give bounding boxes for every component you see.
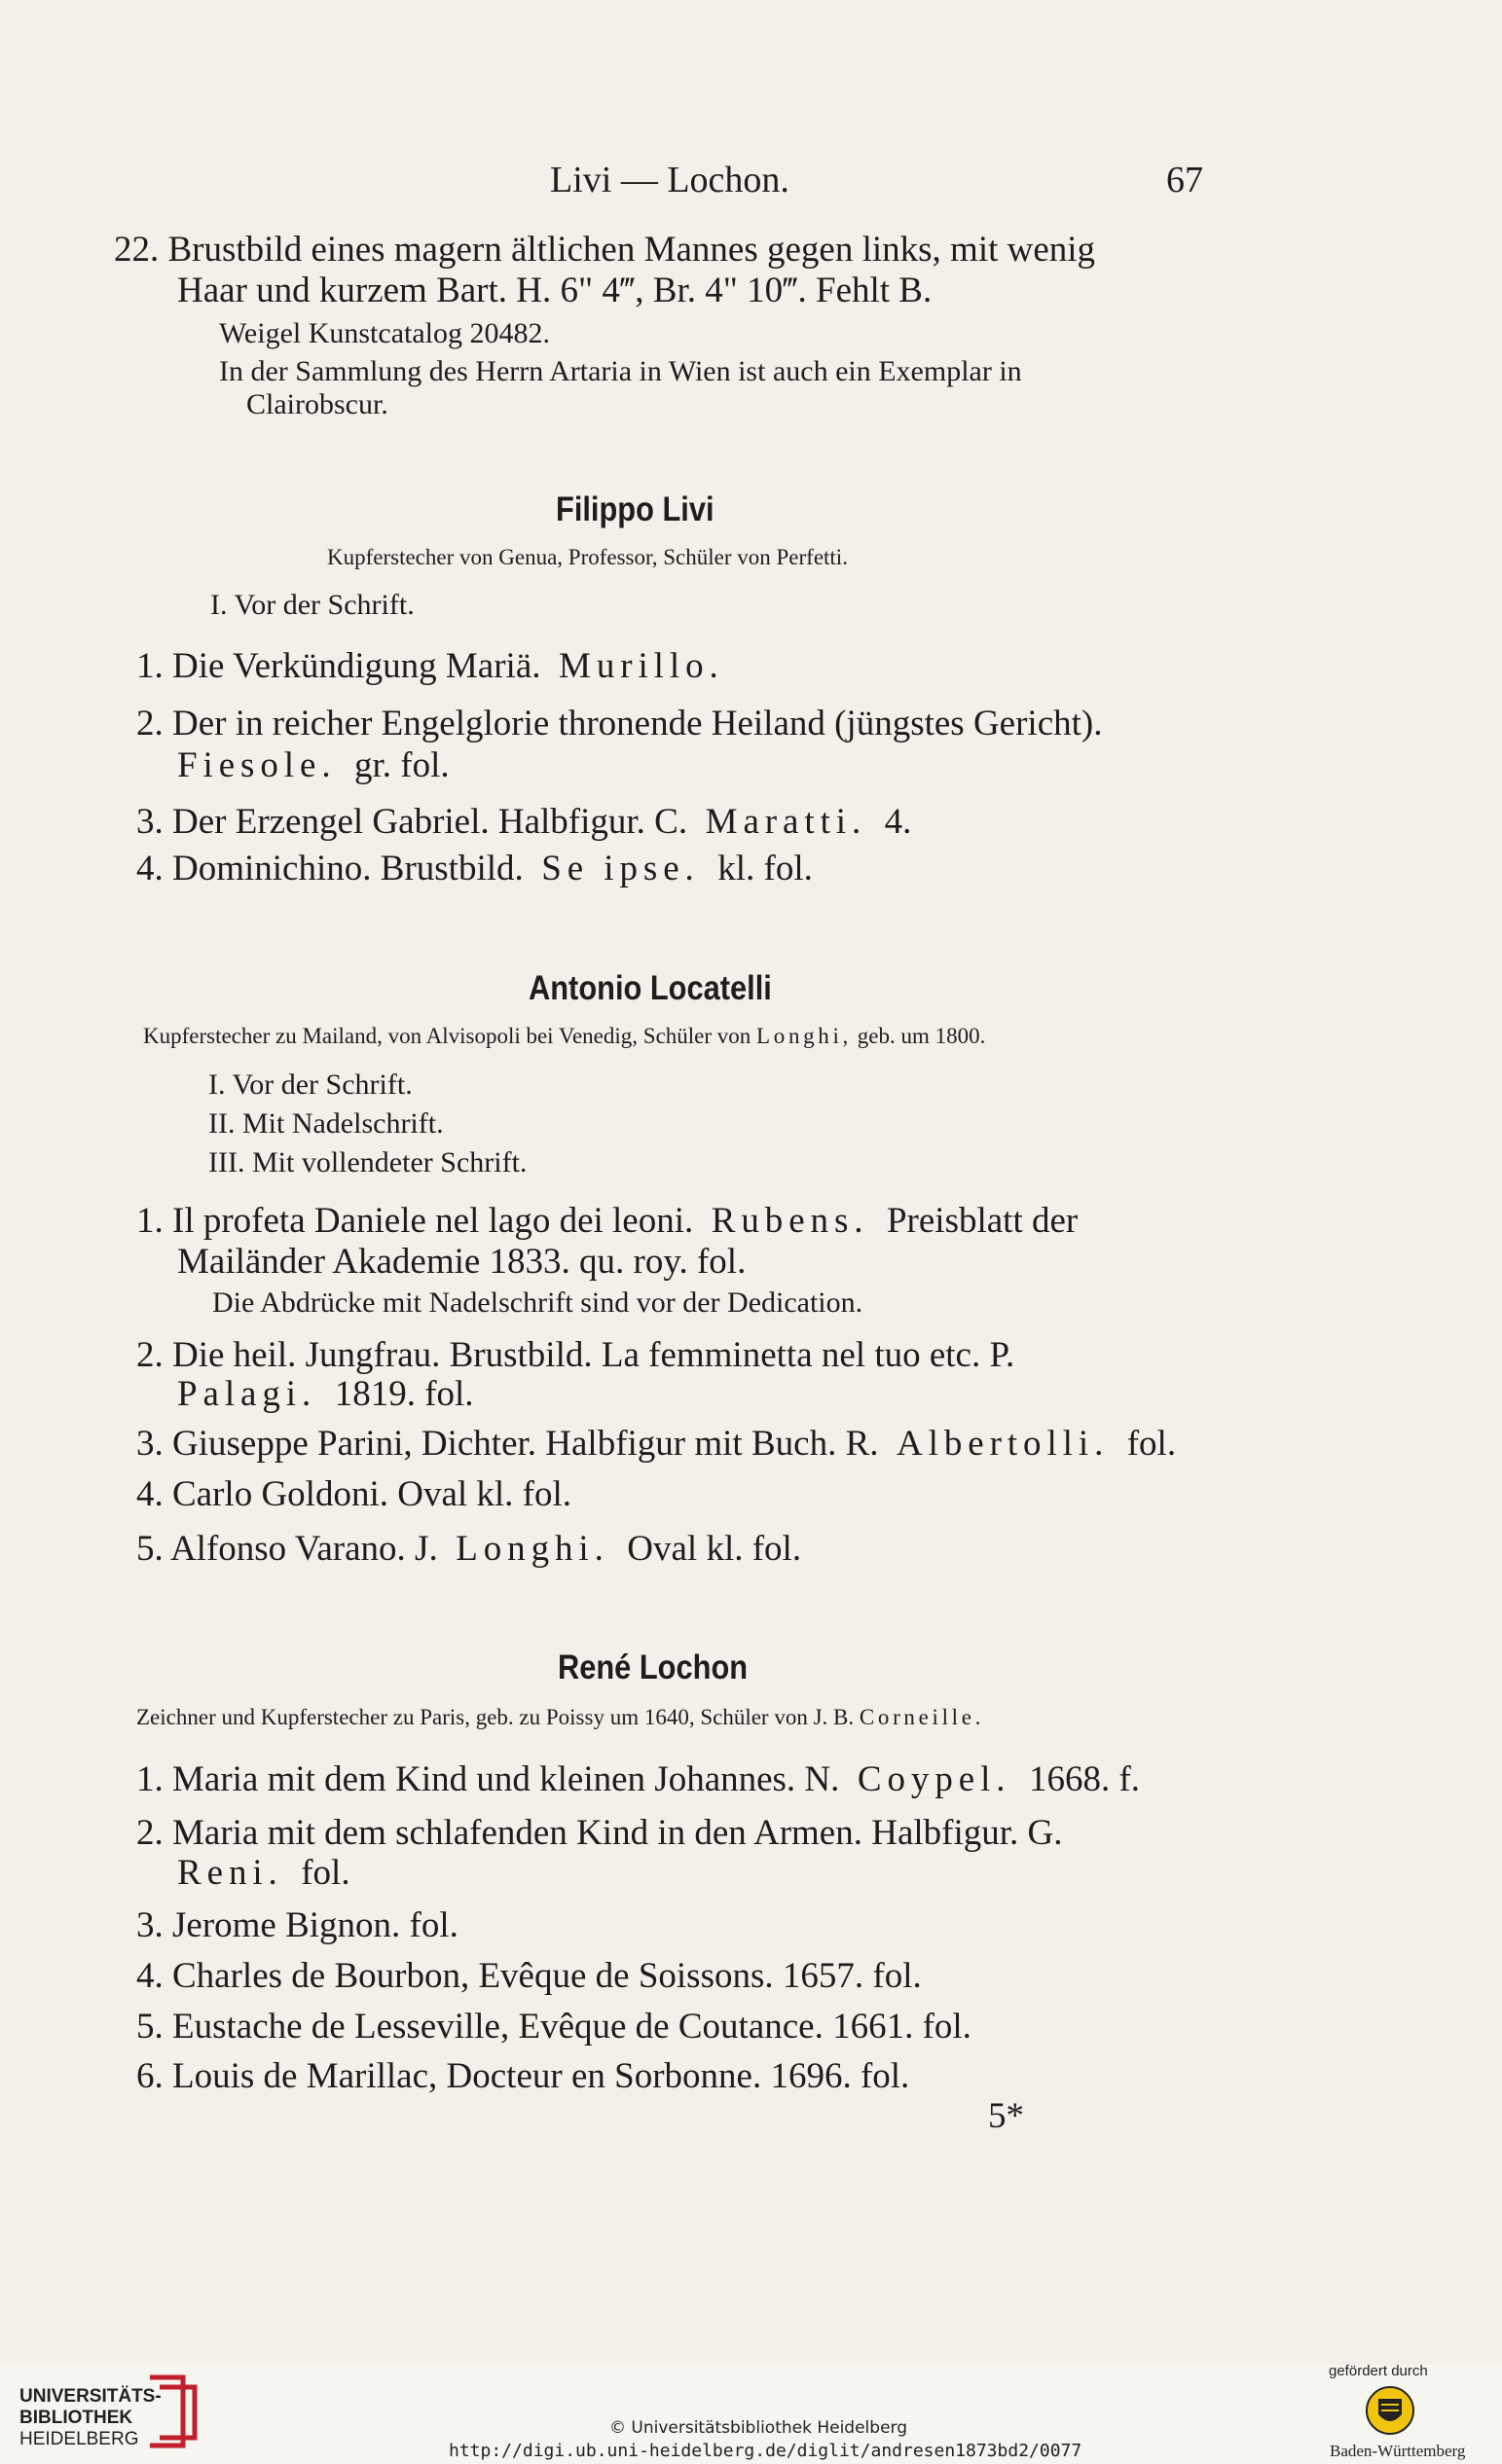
lochon-entry-3: 3. Jerome Bignon. fol.: [136, 1905, 458, 1945]
lochon-entry-2-line-2: [177, 1855, 350, 1891]
locatelli-entry-3-painter: Albertolli.: [897, 1424, 1110, 1464]
locatelli-entry-5: [136, 1531, 801, 1567]
locatelli-entry-5-format: Oval kl. fol.: [627, 1529, 802, 1569]
locatelli-bio: [143, 1025, 985, 1047]
locatelli-entry-2-painter: Palagi.: [177, 1374, 317, 1414]
livi-entry-1-title: 1. Die Verkündigung Mariä.: [136, 646, 541, 686]
livi-entry-2-format: gr. fol.: [354, 745, 450, 785]
artist-heading-lochon: René Lochon: [558, 1649, 749, 1686]
locatelli-entry-3: [136, 1426, 1176, 1462]
livi-entry-4-title: 4. Dominichino. Brustbild.: [136, 849, 524, 888]
locatelli-entry-5-painter: Longhi.: [456, 1529, 609, 1569]
locatelli-state-3: III. Mit vollendeter Schrift.: [208, 1146, 528, 1178]
livi-entry-2-line-1: 2. Der in reicher Engelglorie thronende Heiland (jüngstes Gericht).: [136, 704, 1103, 743]
lochon-bio-text: Zeichner und Kupferstecher zu Paris, geb. zu Poissy um 1640, Schüler von J. B.: [136, 1705, 855, 1729]
note-weigel: Weigel Kunstcatalog 20482.: [219, 317, 551, 349]
locatelli-entry-1-line-2: Mailänder Akademie 1833. qu. roy. fol.: [177, 1242, 747, 1282]
library-logo-line-3: HEIDELBERG: [19, 2429, 139, 2449]
lochon-entry-6: 6. Louis de Marillac, Docteur en Sorbonne. 1696. fol.: [136, 2056, 910, 2096]
livi-entry-2-line-2: [177, 747, 450, 783]
livi-entry-4: [136, 851, 813, 887]
livi-bio: Kupferstecher von Genua, Professor, Schüler von Perfetti.: [327, 545, 848, 569]
state-coat-of-arms-icon: [1365, 2385, 1415, 2436]
locatelli-entry-3-format: fol.: [1126, 1424, 1177, 1464]
library-logo-line-2: BIBLIOTHEK: [19, 2408, 133, 2428]
locatelli-entry-1-painter: Rubens.: [711, 1201, 869, 1241]
livi-entry-1-painter: Murillo.: [559, 646, 724, 686]
locatelli-bio-birth: geb. um 1800.: [857, 1024, 986, 1048]
state-name: Baden-Württemberg: [1330, 2442, 1466, 2460]
locatelli-entry-1-prize: Preisblatt der: [886, 1201, 1079, 1241]
page-number: 67: [1166, 160, 1203, 200]
locatelli-state-1: I. Vor der Schrift.: [208, 1069, 413, 1101]
locatelli-entry-1-line-1: [136, 1203, 1078, 1239]
lochon-bio: [136, 1706, 984, 1728]
lochon-entry-4: 4. Charles de Bourbon, Evêque de Soissons. 1657. fol.: [136, 1956, 922, 1996]
note-artaria-line-1: In der Sammlung des Herrn Artaria in Wien ist auch ein Exemplar in: [219, 355, 1022, 387]
artist-heading-locatelli: Antonio Locatelli: [529, 969, 772, 1007]
livi-entry-3-title: 3. Der Erzengel Gabriel. Halbfigur. C.: [136, 802, 688, 842]
locatelli-entry-2-line-2: [177, 1376, 474, 1412]
lochon-entry-2-format: fol.: [301, 1853, 350, 1893]
artist-heading-livi: Filippo Livi: [556, 490, 714, 528]
livi-entry-3: [136, 804, 911, 840]
lochon-entry-1: [136, 1761, 1140, 1797]
locatelli-state-2: II. Mit Nadelschrift.: [208, 1107, 444, 1140]
entry-22-line-2: Haar und kurzem Bart. H. 6" 4‴, Br. 4" 10‴. Fehlt B.: [177, 271, 933, 310]
livi-entry-4-format: kl. fol.: [717, 849, 813, 888]
livi-entry-1: [136, 648, 724, 684]
library-logo-line-1: UNIVERSITÄTS-: [19, 2386, 162, 2407]
note-artaria-line-2: Clairobscur.: [246, 388, 388, 420]
lochon-entry-1-format: 1668. f.: [1028, 1759, 1141, 1799]
running-title: Livi — Lochon.: [550, 160, 789, 200]
locatelli-entry-2-format: 1819. fol.: [334, 1374, 474, 1414]
locatelli-note-dedication: Die Abdrücke mit Nadelschrift sind vor der Dedication.: [212, 1286, 863, 1319]
locatelli-entry-3-title: 3. Giuseppe Parini, Dichter. Halbfigur mit Buch. R.: [136, 1424, 879, 1464]
livi-entry-3-format: 4.: [884, 802, 912, 842]
funded-by-label: gefördert durch: [1329, 2363, 1428, 2379]
permalink-url[interactable]: http://digi.ub.uni-heidelberg.de/diglit/andresen1873bd2/0077: [449, 2441, 1082, 2461]
lochon-entry-5: 5. Eustache de Lesseville, Evêque de Coutance. 1661. fol.: [136, 2007, 971, 2047]
library-logo-text: [19, 2386, 162, 2450]
lochon-entry-2-line-1: 2. Maria mit dem schlafenden Kind in den Armen. Halbfigur. G.: [136, 1813, 1063, 1853]
lochon-entry-1-title: 1. Maria mit dem Kind und kleinen Johannes. N.: [136, 1759, 840, 1799]
locatelli-entry-1-title: 1. Il profeta Daniele nel lago dei leoni.: [136, 1201, 694, 1241]
lochon-entry-1-painter: Coypel.: [857, 1759, 1011, 1799]
signature-mark: 5*: [988, 2096, 1024, 2136]
locatelli-bio-teacher: Longhi,: [756, 1024, 852, 1048]
livi-entry-3-painter: Maratti.: [705, 802, 867, 842]
locatelli-entry-5-title: 5. Alfonso Varano. J.: [136, 1529, 438, 1569]
livi-entry-2-painter: Fiesole.: [177, 745, 337, 785]
livi-state-1: I. Vor der Schrift.: [210, 589, 415, 621]
lochon-bio-teacher: Corneille.: [859, 1705, 985, 1729]
livi-entry-4-painter: Se ipse.: [541, 849, 700, 888]
locatelli-entry-4: 4. Carlo Goldoni. Oval kl. fol.: [136, 1474, 572, 1514]
entry-22-line-1: 22. Brustbild eines magern ältlichen Mannes gegen links, mit wenig: [114, 230, 1096, 270]
locatelli-bio-text: Kupferstecher zu Mailand, von Alvisopoli bei Venedig, Schüler von: [143, 1024, 751, 1048]
locatelli-entry-2-line-1: 2. Die heil. Jungfrau. Brustbild. La femminetta nel tuo etc. P.: [136, 1335, 1015, 1375]
lochon-entry-2-painter: Reni.: [177, 1853, 283, 1893]
copyright-notice: © Universitätsbibliothek Heidelberg: [609, 2418, 908, 2438]
